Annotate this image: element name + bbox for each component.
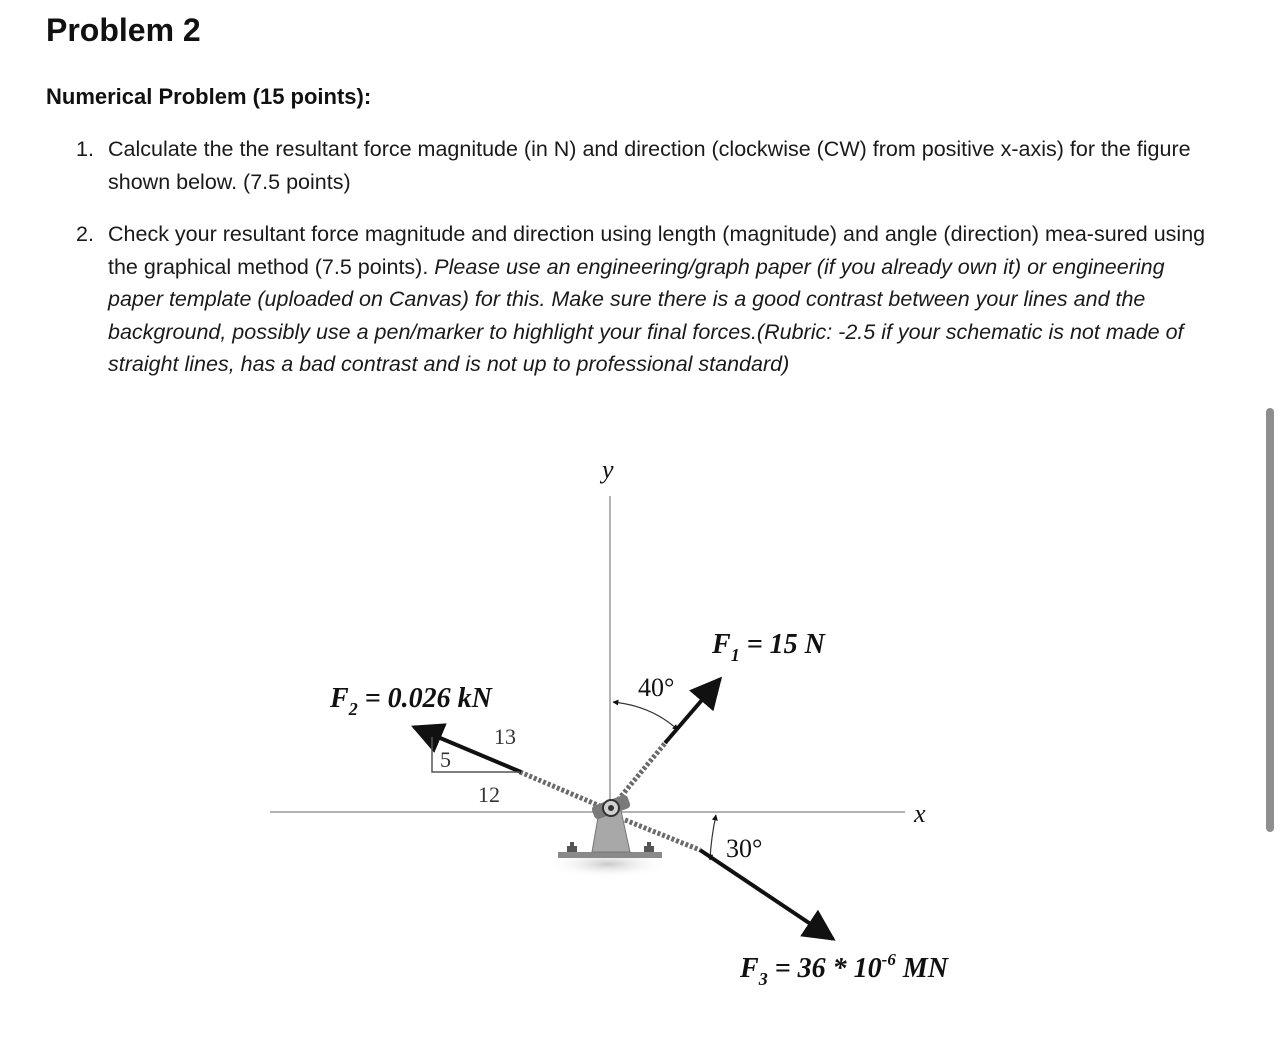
base-plate — [558, 852, 662, 858]
section-heading: Numerical Problem (15 points): — [46, 84, 372, 109]
f3-symbol: F — [740, 953, 759, 984]
triangle-vertical-label: 5 — [440, 747, 451, 772]
triangle-hypotenuse-label: 13 — [494, 724, 516, 749]
y-axis-label: y — [602, 455, 614, 484]
f1-subscript: 1 — [730, 645, 740, 665]
list-item-number: 1. — [76, 137, 94, 161]
list-item-plain-text: Check your resultant force magnitude and direction using length (magnitude) and angle (direction) mea-sured using the graphical method (7.5 points). — [108, 222, 1206, 279]
rope-f1 — [618, 742, 666, 800]
pin-center — [608, 805, 614, 811]
f3-value: = 36 * 10 — [767, 953, 882, 984]
page-title: Problem 2 — [46, 12, 201, 48]
list-item-italic-text: Please use an engineering/graph paper (if you already own it) or engineering paper template (uploaded on Canvas) for this. Make sure there is a good contrast between your lines and the background, possibly use a pen/marker to highlight your final forces.(Rubric: -2.5 if your schematic is not made of straight lines, has a bad contrast and is not up to professional standard) — [108, 254, 1184, 376]
angle-arc-f3 — [710, 815, 716, 860]
f3-exponent: -6 — [881, 950, 896, 969]
rope-f2 — [520, 772, 600, 806]
f1-value: = 15 N — [739, 629, 825, 660]
angle-f1-label: 40° — [638, 673, 675, 702]
list-item-text: Calculate the the resultant force magnitude (in N) and direction (clockwise (CW) from positive x-axis) for the figure shown below. (7.5 points) — [108, 137, 1191, 194]
f2-value: = 0.026 kN — [357, 683, 492, 714]
angle-f3-label: 30° — [726, 834, 763, 863]
list-item-number: 2. — [76, 222, 94, 246]
f1-label — [711, 629, 827, 665]
f3-unit: MN — [895, 953, 948, 984]
f3-label — [739, 950, 950, 989]
f3-subscript: 3 — [758, 969, 768, 989]
bolt-icon — [644, 842, 654, 852]
bolt-icon — [567, 842, 577, 852]
triangle-horizontal-label: 12 — [478, 782, 500, 807]
arrow-f3 — [700, 850, 833, 939]
rope-f3 — [625, 820, 700, 850]
angle-arc-f1 — [613, 702, 678, 730]
f1-symbol: F — [712, 629, 731, 660]
f2-symbol: F — [330, 683, 349, 714]
x-axis-label: x — [914, 799, 926, 828]
f2-subscript: 2 — [348, 699, 358, 719]
scrollbar[interactable] — [1266, 408, 1274, 832]
f2-label — [329, 683, 494, 719]
